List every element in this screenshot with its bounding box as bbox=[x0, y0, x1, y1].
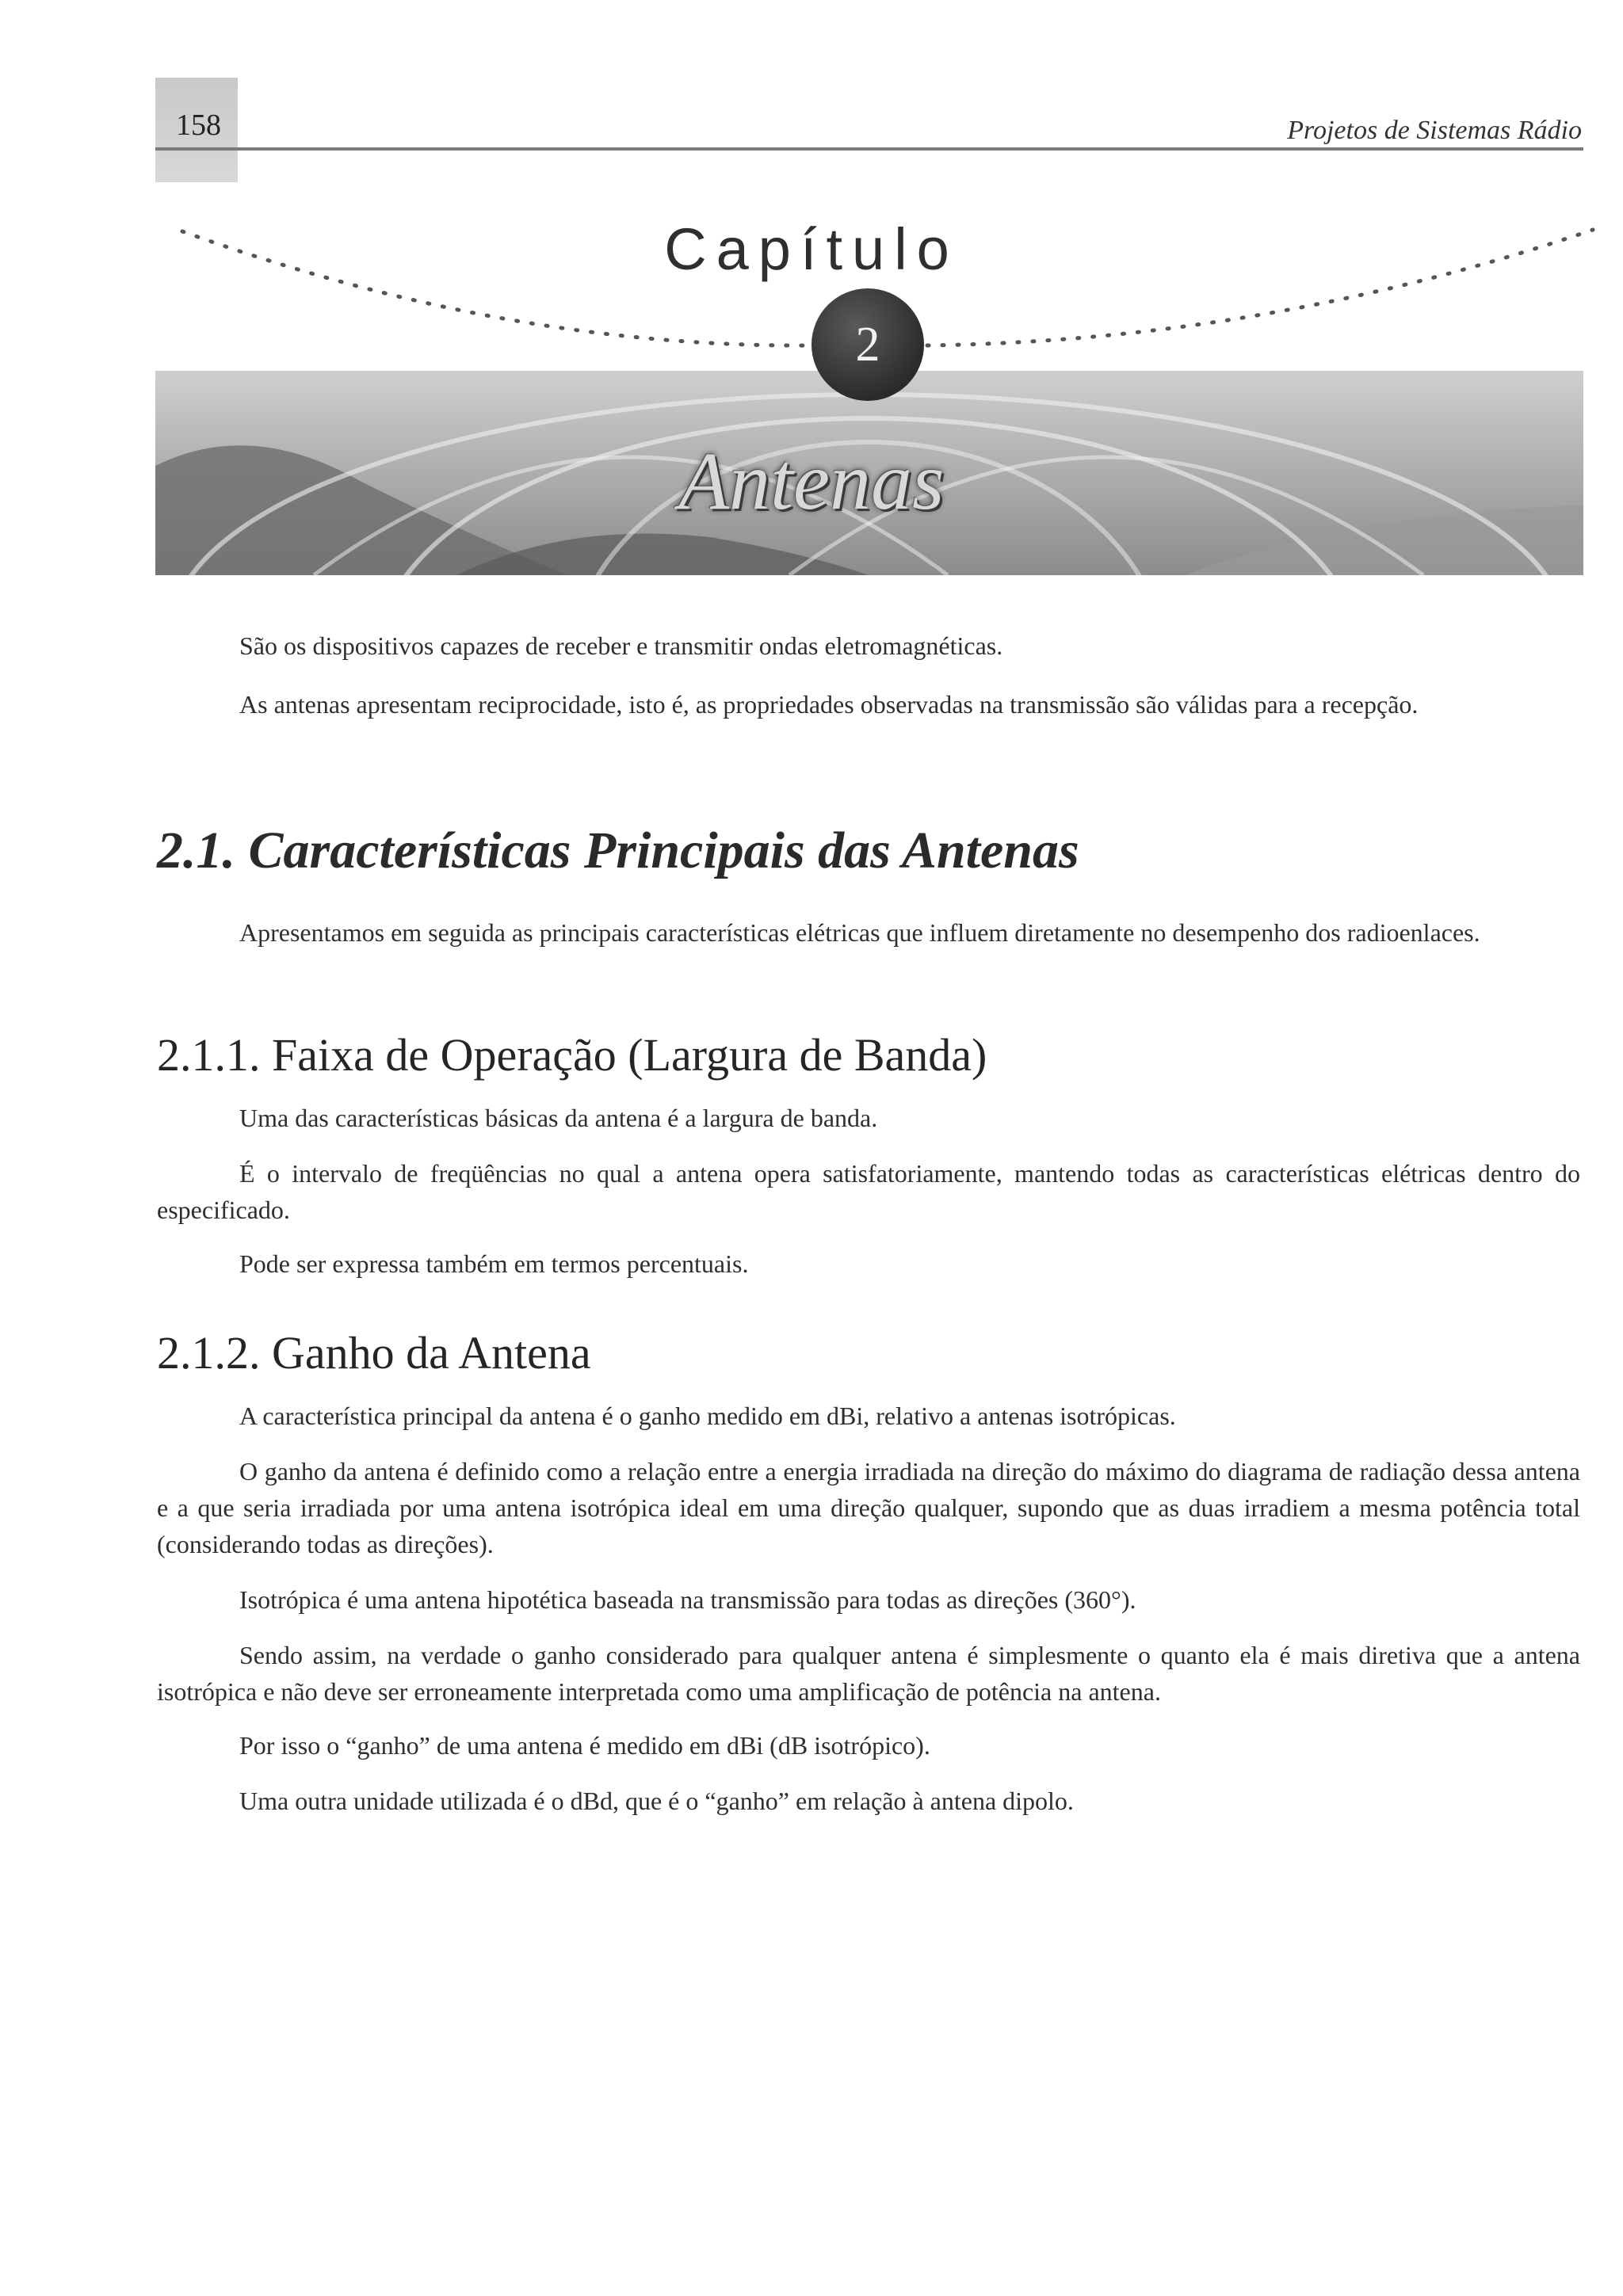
section-2-1-2-text-1: A característica principal da antena é o ganho medido em dBi, relativo a antenas isotrópicas. bbox=[239, 1402, 1176, 1430]
section-2-1-2-paragraph-3 bbox=[157, 1581, 1580, 1618]
section-heading-2-1-1: 2.1.1. Faixa de Operação (Largura de Banda) bbox=[157, 1029, 987, 1081]
section-2-1-paragraph bbox=[157, 914, 1580, 951]
section-heading-2-1: 2.1. Características Principais das Antenas bbox=[157, 822, 1079, 879]
intro-text-1: São os dispositivos capazes de receber e transmitir ondas eletromagnéticas. bbox=[239, 631, 1003, 660]
page-number: 158 bbox=[176, 109, 221, 142]
section-2-1-2-text-6: Uma outra unidade utilizada é o dBd, que é o “ganho” em relação à antena dipolo. bbox=[239, 1787, 1074, 1815]
section-2-1-2-paragraph-4 bbox=[157, 1637, 1580, 1710]
section-heading-2-1-2: 2.1.2. Ganho da Antena bbox=[157, 1327, 591, 1379]
section-2-1-2-paragraph-2 bbox=[157, 1453, 1580, 1562]
section-2-1-2-text-5: Por isso o “ganho” de uma antena é medido em dBi (dB isotrópico). bbox=[239, 1731, 930, 1760]
section-2-1-1-paragraph-1 bbox=[157, 1100, 1580, 1136]
section-2-1-1-paragraph-2 bbox=[157, 1155, 1580, 1228]
section-2-1-2-text-3: Isotrópica é uma antena hipotética baseada na transmissão para todas as direções (360°). bbox=[239, 1585, 1136, 1614]
section-2-1-1-text-1: Uma das características básicas da antena é a largura de banda. bbox=[239, 1104, 878, 1132]
section-2-1-1-paragraph-3 bbox=[157, 1245, 1580, 1282]
section-2-1-2-paragraph-6 bbox=[157, 1783, 1580, 1819]
chapter-title: Antenas bbox=[678, 436, 945, 527]
section-2-1-2-paragraph-5 bbox=[157, 1727, 1580, 1764]
intro-paragraph-1 bbox=[157, 627, 1580, 664]
chapter-number-badge: 2 bbox=[812, 288, 924, 401]
running-title: Projetos de Sistemas Rádio bbox=[1287, 116, 1582, 145]
section-2-1-1-text-3: Pode ser expressa também em termos percentuais. bbox=[239, 1249, 749, 1278]
section-2-1-2-text-4: Sendo assim, na verdade o ganho considerado para qualquer antena é simplesmente o quanto ela é mais diretiva que a antena isotrópica e não deve ser erroneamente interpretada como uma amplificação de potência na antena. bbox=[157, 1641, 1580, 1706]
intro-paragraph-2 bbox=[157, 686, 1580, 723]
chapter-word: Capítulo bbox=[664, 216, 959, 282]
section-2-1-2-paragraph-1 bbox=[157, 1398, 1580, 1434]
section-2-1-1-text-2: É o intervalo de freqüências no qual a antena opera satisfatoriamente, mantendo todas as características elétricas dentro do especificado. bbox=[157, 1159, 1580, 1224]
intro-text-2: As antenas apresentam reciprocidade, isto é, as propriedades observadas na transmissão são válidas para a recepção. bbox=[239, 690, 1419, 719]
section-2-1-2-text-2: O ganho da antena é definido como a relação entre a energia irradiada na direção do máximo do diagrama de radiação dessa antena e a que seria irradiada por uma antena isotrópica ideal em uma direção qualquer, supondo que as duas irradiem a mesma potência total (considerando todas as direções). bbox=[157, 1457, 1580, 1558]
section-2-1-text: Apresentamos em seguida as principais características elétricas que influem diretamente no desempenho dos radioenlaces. bbox=[239, 918, 1480, 947]
